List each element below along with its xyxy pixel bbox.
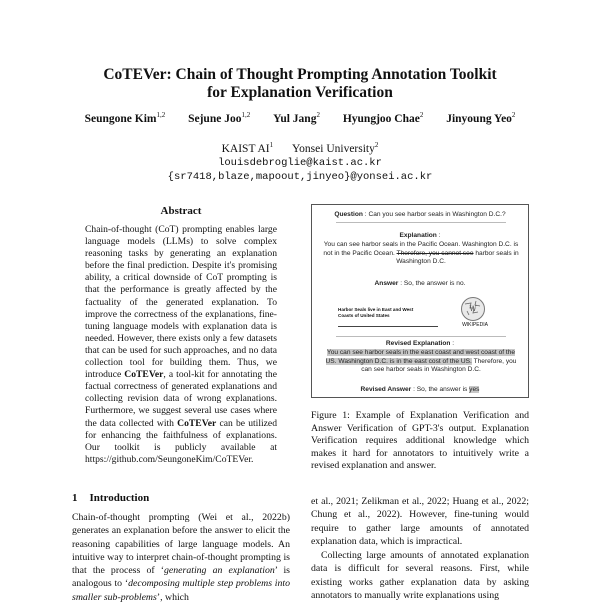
revised-explanation-label: Revised Explanation : bbox=[385, 340, 455, 347]
explanation-label: Explanation : bbox=[399, 232, 441, 239]
affiliation: KAIST $AI^1$ bbox=[221, 141, 274, 155]
title-line-1: CoTEVer: Chain of Thought Prompting Annotation Toolkit bbox=[103, 66, 497, 83]
email-line: {sr7418,blaze,mapoout,jinyeo}@yonsei.ac.kr bbox=[167, 171, 433, 183]
paper-title bbox=[0, 66, 600, 102]
wikipedia-globe-icon bbox=[460, 296, 486, 322]
explanation-text: You can see harbor seals in the Pacific Ocean. Washington D.C. is not in the Pacific Ocean. Therefore, you cannot see harbor seals in Washington D.C. bbox=[323, 241, 519, 265]
revised-answer: Revised Answer : So, the answer is yes bbox=[360, 386, 480, 393]
author: Sejune Joo$^{1,2}$ bbox=[188, 111, 251, 125]
affiliation-list bbox=[0, 141, 600, 155]
title-line-2: for Explanation Verification bbox=[207, 84, 393, 101]
author-list bbox=[0, 111, 600, 125]
abstract-body: Chain-of-thought (CoT) prompting enables large language models (LLMs) to solve complex reasoning tasks by generating an explanation before the final prediction. Despite it's promising ability, a critical downside of CoT prompting is that the performance is greatly affected by the factuality of the generated explanation. To improve the correctness of the explanations, fine-tuning language models with explanation data is needed. However, there exists only a few datasets that can be used for such approaches, and no data collection tool for building them. Thus, we introduce CoTEVer, a tool-kit for annotating the factual correctness of generated explanations and collecting revision data of wrong explanations. Furthermore, we suggest several use cases where the data collected with CoTEVer can be utilized for enhancing the faithfulness of explanations. Our toolkit is publicly available at https://github.com/SeungoneKim/CoTEVer. bbox=[85, 224, 277, 465]
affiliation: Yonsei University$^2$ bbox=[292, 141, 379, 155]
figure-caption: Figure 1: Example of Explanation Verification and Answer Verification of GPT-3's output. Explanation Verification requires additional knowledge which makes it hard for annotators to intuitively write a revised explanation and answer. bbox=[311, 410, 529, 472]
wikipedia-label: WIKIPEDIA bbox=[462, 322, 488, 328]
paragraph: et al., 2021; Zelikman et al., 2022; Huang et al., 2022; Chung et al., 2022). However, fine-tuning would require to gather large amounts of annotated explanation data, which is impractical. bbox=[311, 496, 529, 547]
divider bbox=[336, 336, 506, 337]
divider bbox=[336, 222, 506, 223]
revised-explanation-text: You can see harbor seals in the east coast and west coast of the US. Washington D.C. is in the east cost of the US. Therefore, you can see harbor seals in Washington D.C. bbox=[325, 349, 517, 373]
right-column-text bbox=[311, 495, 529, 602]
introduction-text: Chain-of-thought prompting (Wei et al., 2022b) generates an explanation before the answer to elicit the reasoning capabilities of large language models. An intuitive way to interpret chain-of-thought prompting is that the process of ‘generating an explanation’ is analogous to ‘decomposing multiple step problems into smaller sub-problems’, which bbox=[72, 512, 290, 603]
author: Seungone Kim$^{1,2}$ bbox=[84, 111, 166, 125]
abstract-heading: Abstract bbox=[160, 205, 202, 217]
divider bbox=[338, 326, 438, 327]
paragraph: Collecting large amounts of annotated explanation data is difficult for several reasons. First, while existing works gather explanation data by asking annotators to manually write explanations using bbox=[311, 550, 529, 602]
wiki-evidence: Harbor Seals live in East and West Coasts of United States bbox=[338, 307, 414, 318]
section-heading: 1 Introduction bbox=[72, 492, 150, 504]
figure-question: Question : Can you see harbor seals in Washington D.C.? bbox=[334, 211, 506, 218]
email-line: louisdebroglie@kaist.ac.kr bbox=[218, 157, 382, 169]
author: Jinyoung Yeo$^2$ bbox=[446, 111, 516, 125]
figure-answer: Answer : So, the answer is no. bbox=[374, 280, 466, 287]
author: Hyungjoo Chae$^2$ bbox=[342, 111, 424, 125]
figure-explanation-verification bbox=[311, 204, 529, 398]
author: Yul Jang$^2$ bbox=[273, 111, 320, 125]
svg-text:W: W bbox=[469, 305, 477, 313]
